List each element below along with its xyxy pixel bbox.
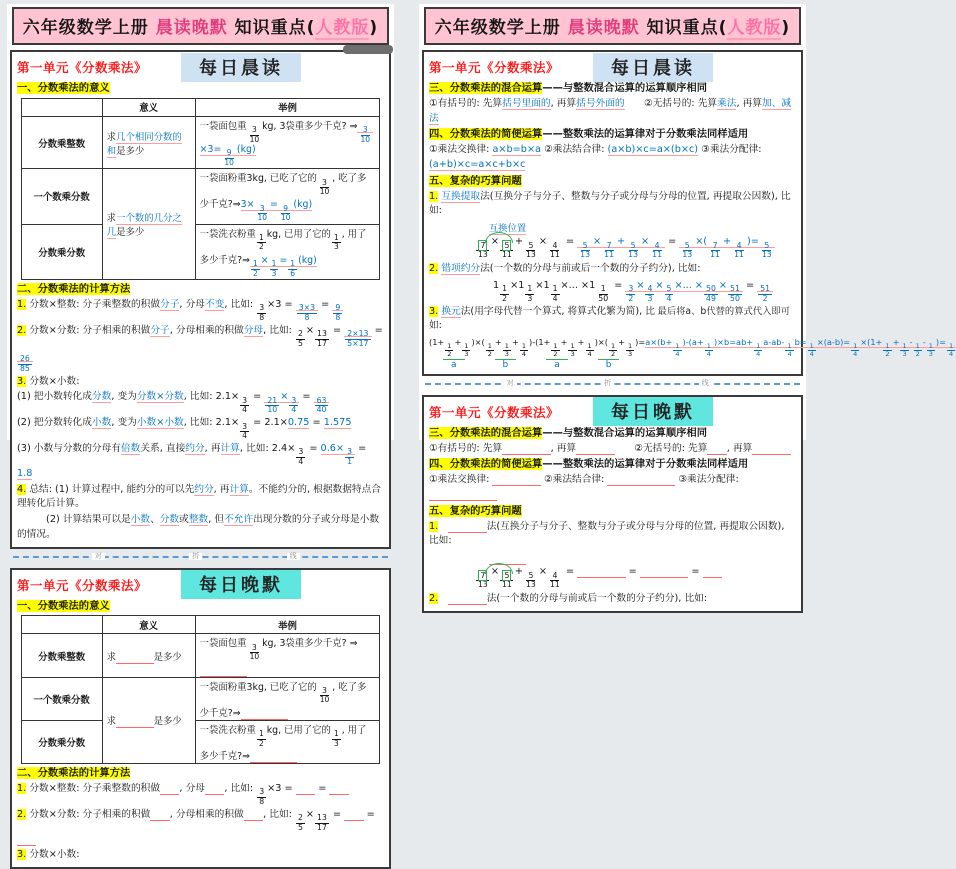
content-line bbox=[429, 305, 796, 334]
content-line-text: 3. 换元法(用字母代替一个算式, 将算式化繁为简), 比如: bbox=[429, 305, 655, 332]
group-labels: a b a b bbox=[443, 359, 796, 370]
meaning-table-evening bbox=[21, 615, 381, 764]
page-left bbox=[7, 4, 394, 861]
session-badge-evening: 每日晚默 bbox=[181, 570, 301, 599]
table-header-row bbox=[21, 616, 380, 634]
table-row: 分数乘整数 求 是多少 一袋面包重 $\frac{3}{10}$ kg, 3袋重多少千克? ⇒ bbox=[21, 634, 380, 677]
swap-note-blank bbox=[489, 550, 796, 564]
scrollbar-thumb[interactable] bbox=[343, 45, 393, 54]
content-line: 3. 分数×小数: bbox=[17, 849, 80, 861]
formula: $\frac{7}{13}$ × $\frac{5}{11}$ + $\frac{5}{13}$ × $\frac{4}{11}$ = = = bbox=[475, 564, 796, 590]
section-title-3: 三、分数乘法的混合运算——与整数混合运算的运算顺序相同 bbox=[429, 426, 708, 439]
content-line: 2. 错项约分法(一个数的分母与前或后一个数的分子约分), 比如: bbox=[429, 263, 701, 275]
side-note: 最后将a、b代替的算式代入即可 bbox=[657, 305, 790, 317]
unit-title: 第一单元《分数乘法》 bbox=[429, 60, 560, 75]
evening-section-right bbox=[422, 395, 803, 613]
title-suffix: ) bbox=[781, 18, 791, 38]
formula: 1 $\frac{1}{2}$ ×1 $\frac{1}{3}$ ×1 $\frac{1}{4}$ ×... ×1 $\frac{1}{50}$ = $\frac{3}{2}$ × $\frac{4}{3}$ × $\frac{5}{4}$ ×... × $\frac{50}{49}$ × $\frac{51}{50}$ = $\frac{51}{2}$ bbox=[493, 278, 796, 304]
section-title-2: 二、分数乘法的计算方法 bbox=[17, 767, 131, 780]
col-meaning: 意义 bbox=[102, 98, 195, 116]
content-line: (1) 把小数转化成分数, 变为分数×分数, 比如: 2.1× $\frac{3}{4}$ = $\frac{21}{10}$ × $\frac{3}{4}$ = $\frac{63}{40}$ bbox=[17, 390, 384, 415]
fold-line: 对 折 线 bbox=[425, 378, 800, 390]
unit-title: 第一单元《分数乘法》 bbox=[429, 404, 560, 420]
title-edition: 人教版 bbox=[315, 18, 370, 38]
content-line: 1. 法(互换分子与分子、整数与分子或分母与分母的位置, 再提取公因数), 比如: bbox=[429, 520, 785, 547]
meaning-table-morning bbox=[21, 98, 381, 280]
table-row: 一个数乘分数 求 是多少 一袋面粉重3kg, 已吃了它的 $\frac{3}{10}$ , 吃了多少千克?⇒ bbox=[21, 677, 380, 720]
section-title-5: 五、复杂的巧算问题 bbox=[429, 174, 522, 187]
content-line: 3. 分数×小数: bbox=[17, 375, 80, 387]
title-mid: 知识重点( bbox=[639, 18, 728, 38]
page-title bbox=[424, 7, 801, 45]
swap-formula-block bbox=[475, 550, 796, 590]
title-prefix: 六年级数学上册 bbox=[434, 18, 568, 38]
title-prefix: 六年级数学上册 bbox=[22, 18, 156, 38]
content-line: 2. 分数×分数: 分子相乘的积做分子, 分母相乘的积做分母, 比如: $\frac{2}{5}$ × $\frac{13}{17}$ = $\frac{2\times 13}{5\times 17}$ = $\frac{26}{85}$ bbox=[17, 324, 383, 373]
content-line: 2. 法(一个数的分母与前或后一个数的分子约分), 比如: bbox=[429, 593, 708, 605]
formula: (1+ $\frac{1}{2}$ + $\frac{1}{3}$ )×( $\frac{1}{2}$ + $\frac{1}{3}$ + $\frac{1}{4}$ )-(1+ $\frac{1}{2}$ + $\frac{1}{3}$ + $\frac{1}{4}$ )×( $\frac{1}{2}$ + $\frac{1}{3}$ )=a×(b+ $\frac{1}{4}$ )-(a+ $\frac{1}{4}$ )×b=ab+ $\frac{1}{4}$ a-ab- $\frac{1}{4}$ b= $\frac{1}{4}$ ×(a-b)= $\frac{1}{4}$ ×(1+ $\frac{1}{2}$ + $\frac{1}{3}$ - $\frac{1}{2}$ - $\frac{1}{3}$ )= $\frac{1}{4}$ bbox=[429, 335, 796, 359]
content-line: (2) 计算结果可以是小数、分数或整数, 但不允许出现分数的分子或分母是小数的情况。 bbox=[17, 514, 380, 540]
col-meaning: 意义 bbox=[102, 616, 195, 634]
session-badge-morning: 每日晨读 bbox=[593, 53, 713, 82]
section-title-1: 一、分数乘法的意义 bbox=[17, 82, 110, 94]
title-highlight: 晨读晚默 bbox=[567, 18, 640, 38]
session-badge-evening: 每日晚默 bbox=[593, 397, 713, 426]
table-row: 分数乘分数 一袋洗衣粉重 $\frac{1}{2}$ kg, 已用了它的 $\frac{1}{3}$ , 用了多少千克?⇒ bbox=[21, 720, 380, 763]
content-line: 4. 总结: (1) 计算过程中, 能约分的可以先约分, 再计算。不能约分的, 根据数据特点合理转化后计算。 bbox=[17, 483, 381, 510]
content-line: ①有括号的: 先算括号里面的, 再算括号外面的 ②无括号的: 先算乘法, 再算加、减法 bbox=[429, 97, 792, 124]
section-title-5: 五、复杂的巧算问题 bbox=[429, 504, 522, 517]
content-line: (3) 小数与分数的分母有倍数关系, 直接约分, 再计算, 比如: 2.4× $\frac{3}{4}$ = 0.6× $\frac{3}{1}$ = 1.8 bbox=[17, 443, 367, 479]
section-title-1: 一、分数乘法的意义 bbox=[17, 599, 110, 612]
swap-note: 互换位置 bbox=[489, 223, 527, 235]
evening-section-left bbox=[10, 568, 391, 869]
title-suffix: ) bbox=[369, 18, 379, 38]
col-example: 举例 bbox=[195, 616, 380, 634]
table-row: 分数乘整数 求几个相同分数的和是多少 一袋面包重 $\frac{3}{10}$ kg, 3袋重多少千克? ⇒ $\frac{3}{10}$ ×3= $\frac{9}{10}$ (kg) bbox=[21, 116, 380, 168]
morning-section-right bbox=[422, 50, 954, 376]
fold-line: 对 折 线 bbox=[13, 551, 388, 563]
section-title-4: 四、分数乘法的简便运算——整数乘法的运算律对于分数乘法同样适用 bbox=[429, 128, 749, 141]
page-right bbox=[419, 4, 954, 605]
section-title-2: 二、分数乘法的计算方法 bbox=[17, 283, 131, 296]
title-mid: 知识重点( bbox=[227, 18, 316, 38]
content-line: 2. 分数×分数: 分子相乘的积做 , 分母相乘的积做 , 比如: $\frac{2}{5}$ × $\frac{13}{17}$ = = bbox=[17, 808, 384, 848]
morning-section-left bbox=[10, 50, 391, 549]
section-title-3: 三、分数乘法的混合运算——与整数混合运算的运算顺序相同 bbox=[429, 82, 708, 94]
content-line: (2) 把分数转化成小数, 变为小数×小数, 比如: 2.1× $\frac{3}{4}$ = 2.1×0.75 = 1.575 bbox=[17, 417, 352, 441]
formula: $\frac{7}{13}$ × $\frac{5}{11}$ + $\frac{5}{13}$ × $\frac{4}{11}$ = $\frac{5}{13}$ × $\frac{7}{11}$ + $\frac{5}{13}$ × $\frac{4}{11}$ = $\frac{5}{13}$ ×( $\frac{7}{11}$ + $\frac{4}{11}$ )= $\frac{5}{13}$ bbox=[475, 234, 796, 260]
unit-title: 第一单元《分数乘法》 bbox=[17, 577, 148, 593]
section-title-4: 四、分数乘法的简便运算——整数乘法的运算律对于分数乘法同样适用 bbox=[429, 458, 749, 471]
unit-title: 第一单元《分数乘法》 bbox=[17, 60, 148, 75]
page-title bbox=[12, 7, 389, 45]
title-highlight: 晨读晚默 bbox=[155, 18, 228, 38]
table-row: 分数乘分数 一袋洗衣粉重 $\frac{1}{2}$ kg, 已用了它的 $\frac{1}{3}$ , 用了多少千克?⇒ $\frac{1}{2}$ × $\frac{1}{3}$ = $\frac{1}{6}$ (kg) bbox=[21, 224, 380, 279]
swap-formula-block bbox=[475, 220, 796, 260]
content-line: ①乘法交换律: a×b=b×a ②乘法结合律: (a×b)×c=a×(b×c) ③乘法分配律: (a+b)×c=a×c+b×c bbox=[429, 144, 762, 171]
session-badge-morning: 每日晨读 bbox=[181, 53, 301, 82]
table-header-row bbox=[21, 98, 380, 116]
content-line: ①有括号的: 先算 , 再算 ②无括号的: 先算 , 再算 bbox=[429, 442, 796, 457]
col-example: 举例 bbox=[195, 98, 380, 116]
content-line: ①乘法交换律: ②乘法结合律: ③乘法分配律: bbox=[429, 473, 796, 502]
content-line: 1. 分数×整数: 分子乘整数的积做分子, 分母不变, 比如: $\frac{3}{8}$ ×3 = $\frac{3\times 3}{8}$ = $\frac{9}{8}$ bbox=[17, 298, 384, 323]
table-row: 一个数乘分数 求一个数的几分之几是多少 一袋面粉重3kg, 已吃了它的 $\frac{3}{10}$ , 吃了多少千克?⇒3× $\frac{3}{10}$ = $\frac{9}{10}$ (kg) bbox=[21, 169, 380, 224]
content-line: 1. 互换提取法(互换分子与分子、整数与分子或分母与分母的位置, 再提取公因数), 比如: bbox=[429, 190, 791, 217]
content-line: 1. 分数×整数: 分子乘整数的积做 , 分母 , 比如: $\frac{3}{8}$ ×3 = = bbox=[17, 782, 384, 807]
title-edition: 人教版 bbox=[727, 18, 782, 38]
